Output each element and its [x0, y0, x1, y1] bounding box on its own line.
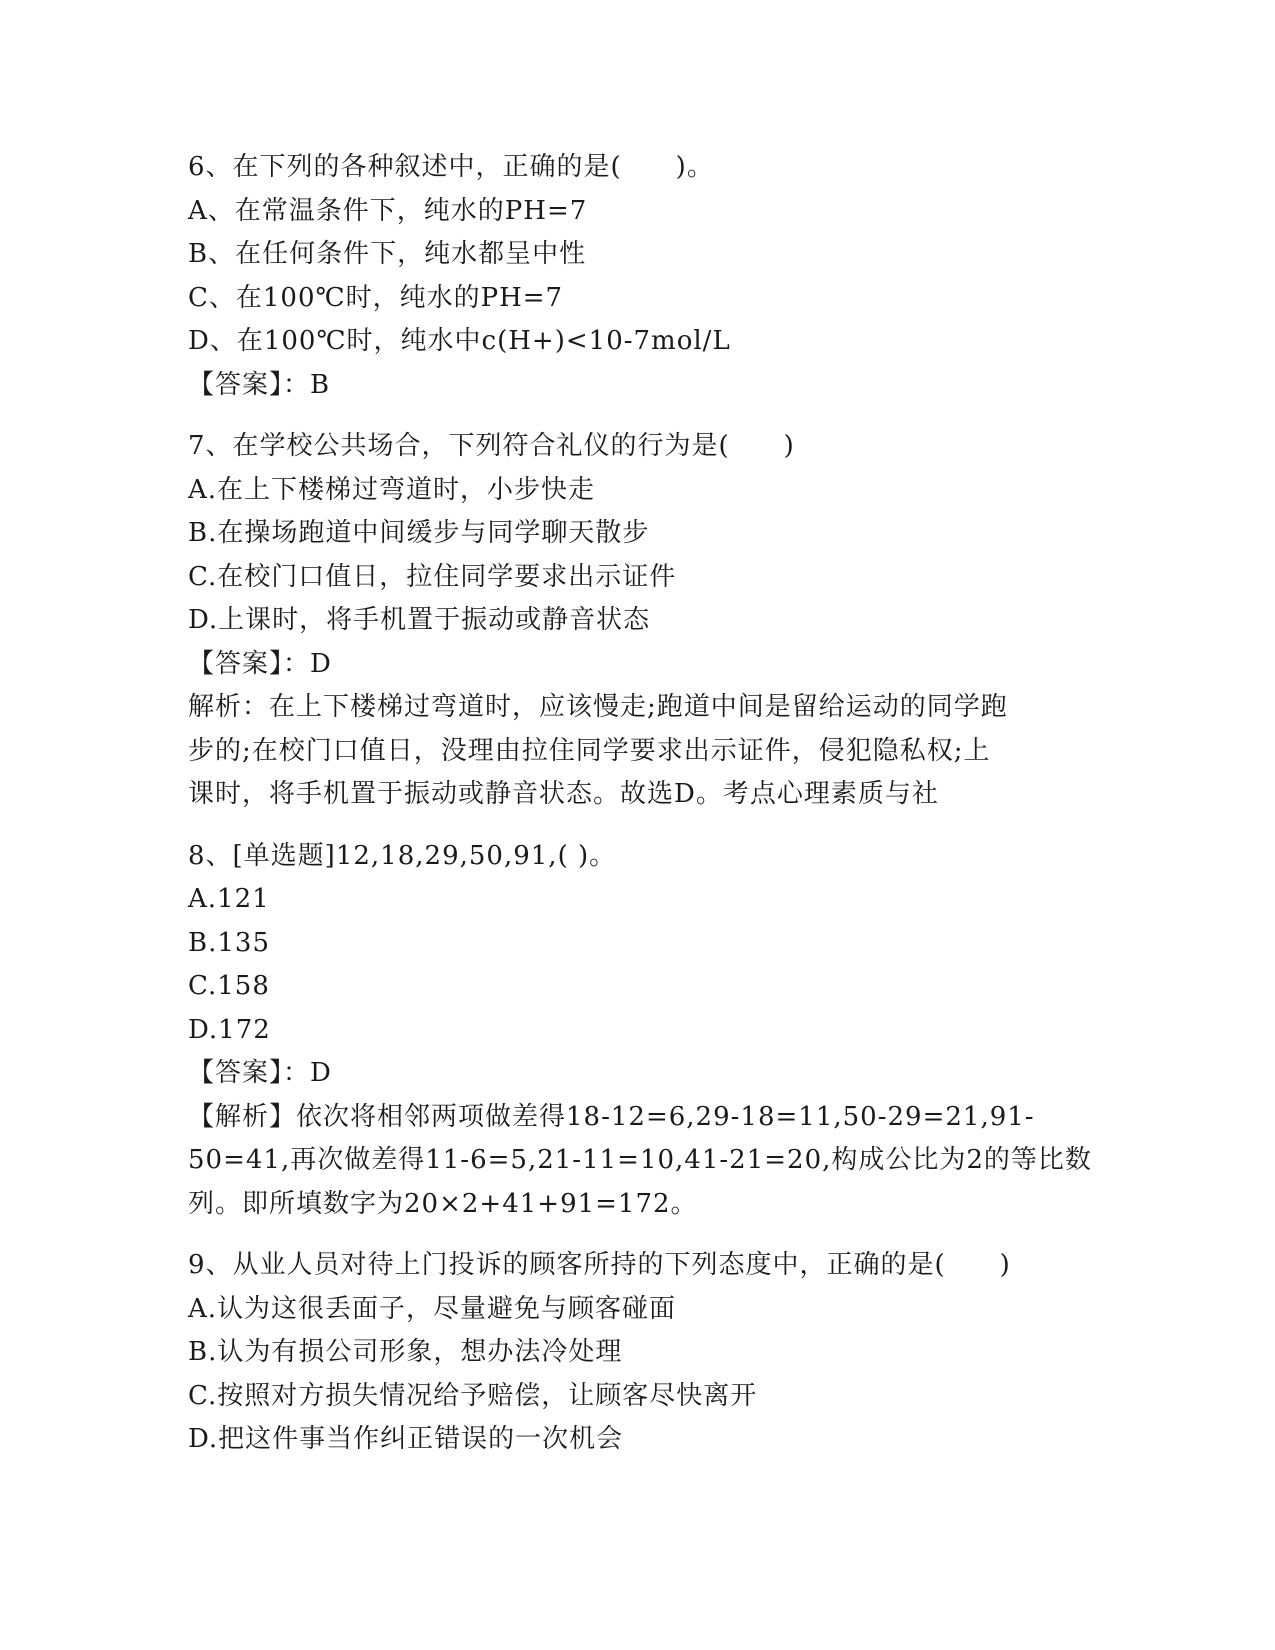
- answer-line: 【答案】：D: [188, 1058, 332, 1088]
- option-d: D.172: [188, 1014, 271, 1045]
- option-d: D.上课时，将手机置于振动或静音状态: [188, 605, 651, 635]
- explanation-block: [188, 1096, 1092, 1227]
- explanation-line: 步的;在校门口值日，没理由拉住同学要求出示证件，侵犯隐私权;上: [188, 735, 991, 766]
- explanation-block: [188, 686, 1088, 817]
- question-7: [188, 425, 1088, 817]
- option-a: A.121: [188, 884, 270, 914]
- option-d: D.把这件事当作纠正错误的一次机会: [188, 1424, 624, 1454]
- document-page: [188, 146, 1092, 1480]
- option-c: C.按照对方损失情况给予赔偿，让顾客尽快离开: [188, 1380, 758, 1411]
- option-c: C、在100℃时，纯水的PH=7: [188, 282, 564, 313]
- question-6: [188, 146, 1088, 407]
- option-a: A、在常温条件下，纯水的PH=7: [188, 195, 588, 226]
- question-stem: 6、在下列的各种叙述中，正确的是( )。: [188, 152, 714, 182]
- explanation-line: 解析：在上下楼梯过弯道时，应该慢走;跑道中间是留给运动的同学跑: [188, 692, 1008, 722]
- question-stem: 9、从业人员对待上门投诉的顾客所持的下列态度中，正确的是( ): [188, 1250, 1011, 1280]
- question-stem: 7、在学校公共场合，下列符合礼仪的行为是( ): [188, 431, 795, 461]
- answer-line: 【答案】：D: [188, 648, 332, 679]
- explanation-line: 50=41,再次做差得11-6=5,21-11=10,41-21=20,构成公比为2的等比数: [188, 1145, 1092, 1175]
- option-b: B.认为有损公司形象，想办法冷处理: [188, 1337, 623, 1367]
- option-c: C.158: [188, 971, 270, 1001]
- option-b: B、在任何条件下，纯水都呈中性: [188, 239, 587, 269]
- option-d: D、在100℃时，纯水中c(H+)<10-7mol/L: [188, 326, 731, 356]
- explanation-line: 课时，将手机置于振动或静音状态。故选D。考点心理素质与社: [188, 779, 939, 809]
- option-b: B.在操场跑道中间缓步与同学聊天散步: [188, 518, 650, 548]
- option-a: A.认为这很丢面子，尽量避免与顾客碰面: [188, 1293, 677, 1324]
- option-b: B.135: [188, 927, 270, 958]
- question-8: [188, 835, 1092, 1227]
- explanation-line: 【解析】依次将相邻两项做差得18-12=6,29-18=11,50-29=21,91-: [188, 1101, 1035, 1132]
- question-9: [188, 1244, 1088, 1462]
- explanation-line: 列。即所填数字为20×2+41+91=172。: [188, 1188, 698, 1219]
- option-a: A.在上下楼梯过弯道时，小步快走: [188, 474, 596, 505]
- question-stem: 8、[单选题]12,18,29,50,91,( )。: [188, 840, 617, 871]
- answer-line: 【答案】：B: [188, 369, 331, 400]
- option-c: C.在校门口值日，拉住同学要求出示证件: [188, 561, 677, 592]
